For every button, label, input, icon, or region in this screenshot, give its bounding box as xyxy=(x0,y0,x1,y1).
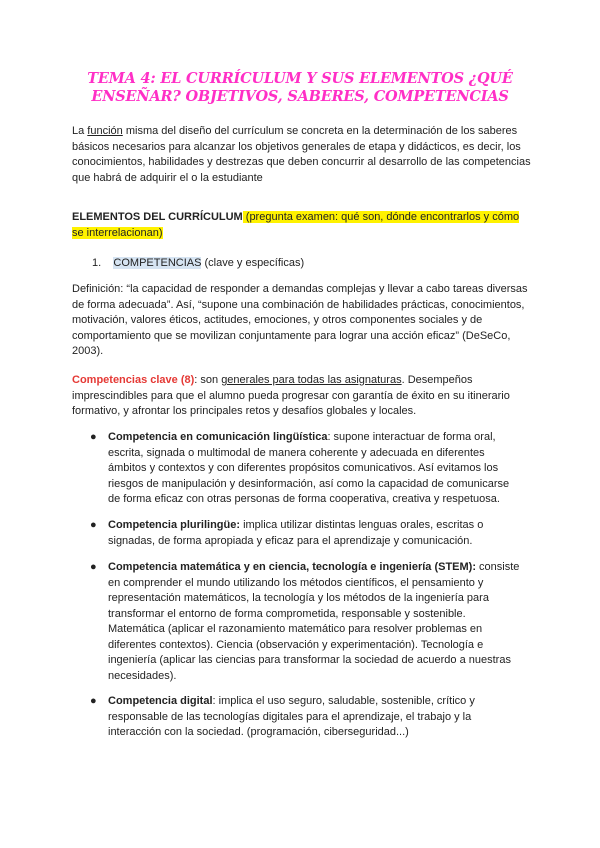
bullet-item-stem: Competencia matemática y en ciencia, tecnología e ingeniería (STEM): consiste en comprender el mundo utilizando los métodos científicos, el pensamiento y representación matemáticos, la tecnología y los métodos de la ingeniería para transformar el entorno de forma comprometida, responsable y sostenible. Matemática (aplicar el razonamiento matemático para resolver problemas en diferentes contextos). Ciencia (observación y experimentación). Tecnología e ingeniería (aplicar las ciencias para transformar la sociedad de acuerdo a nuestras necesidades). xyxy=(108,561,520,682)
bullet-dot: ● xyxy=(90,431,97,443)
section-heading-label: ELEMENTOS DEL CURRÍCULUM xyxy=(72,211,243,223)
bullet-item-plurilingue: Competencia plurilingüe: implica utilizar distintas lenguas orales, escritas o signadas, de forma apropiada y eficaz para el aprendizaje y comunicación. xyxy=(108,519,484,547)
bullet-item-digital: Competencia digital: implica el uso seguro, saludable, sostenible, crítico y responsable de las tecnologías digitales para el aprendizaje, el trabajo y la interacción con la sociedad. (programación, ciberseguridad...) xyxy=(108,695,475,738)
exam-note-highlight: (pregunta examen: qué son, dónde encontrarlos y cómo se interrelacionan) xyxy=(72,211,520,239)
clave-underlined: generales para todas las asignaturas xyxy=(221,374,402,386)
clave-paragraph: Competencias clave (8): son generales para todas las asignaturas. Desempeños imprescindibles para que el alumno pueda progresar con garantía de éxito en su itinerario formativo, y afrontar los principales retos y desafíos globales y locales. xyxy=(72,374,510,417)
intro-paragraph: La función misma del diseño del currículum se concreta en la determinación de los saberes básicos necesarios para alcanzar los objetivos generales de etapa y didácticos, es decir, los conocimientos, habilidades y destrezas que deben concurrir al desarrollo de las competencias que habrá de adquirir el o la estudiante xyxy=(72,125,531,184)
title-line-2: ENSEÑAR? OBJETIVOS, SABERES, COMPETENCIAS xyxy=(91,88,509,105)
competencias-label: COMPETENCIAS xyxy=(113,257,202,269)
bullet-dot: ● xyxy=(90,695,97,707)
bullet-item-comunicacion: Competencia en comunicación lingüística: supone interactuar de forma oral, escrita, signada o multimodal de manera coherente y adecuada en diferentes ámbitos y contextos y con diferentes propósitos comunicativos. Así evitamos los riesgos de manipulación y desinformación, así como la capacidad de comunicarse de forma eficaz con otras personas de forma cooperativa, creativa y respetuosa. xyxy=(108,431,510,505)
section-heading xyxy=(72,210,532,241)
document-title xyxy=(60,70,540,106)
bullet-dot: ● xyxy=(90,561,97,573)
numbered-item: 1. COMPETENCIAS (clave y específicas) xyxy=(92,257,305,269)
item-number: 1. xyxy=(92,257,102,269)
definition-paragraph: Definición: “la capacidad de responder a demandas complejas y llevar a cabo tareas diversas de forma adecuada”. Así, “supone una combinación de habilidades prácticas, conocimientos, motivación, valores éticos, actitudes, emociones, y otros componentes sociales y de comportamiento que se movilizan conjuntamente para lograr una acción eficaz” (DeSeCo, 2003). xyxy=(72,283,528,357)
bullet-dot: ● xyxy=(90,519,97,531)
funcion-link[interactable]: función xyxy=(87,125,123,137)
title-line-1: TEMA 4: EL CURRÍCULUM Y SUS ELEMENTOS ¿QUÉ xyxy=(87,70,513,87)
clave-label: Competencias clave (8) xyxy=(72,374,195,386)
